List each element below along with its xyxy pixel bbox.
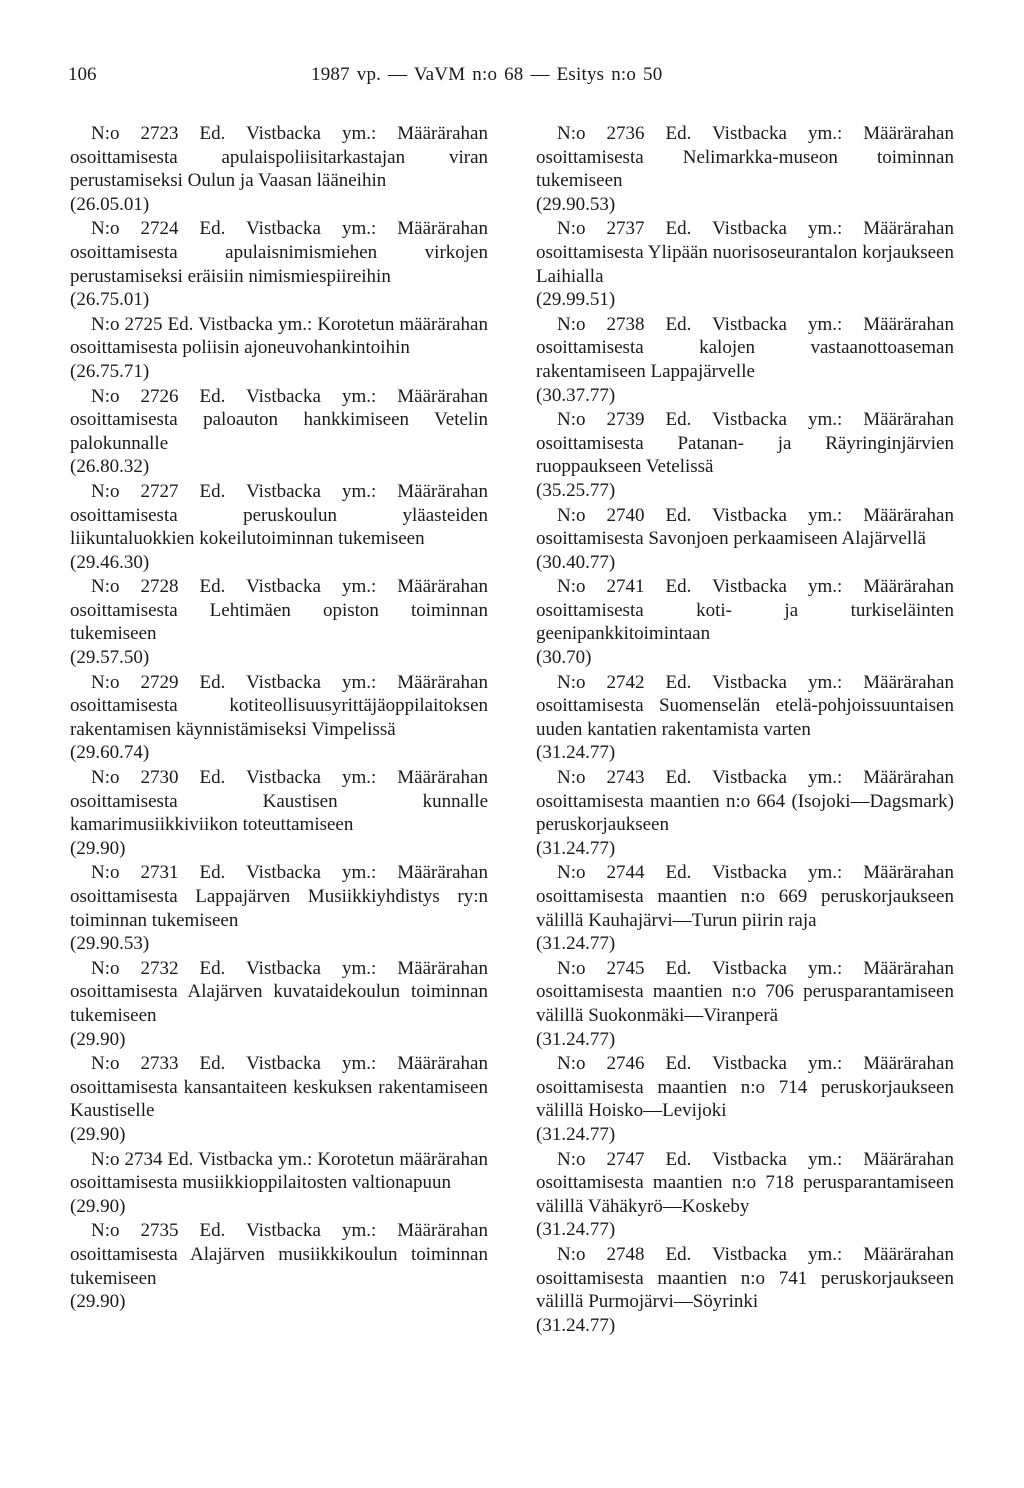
running-header: 1987 vp. — VaVM n:o 68 — Esitys n:o 50 <box>311 64 663 85</box>
bill-entry <box>536 766 954 860</box>
budget-code: (31.24.77) <box>536 1314 616 1336</box>
entry-text: N:o 2742 Ed. Vistbacka ym.: Määrärahan osoittamisesta Suomenselän etelä-pohjoissuuntaisen uuden kantatien rakentamista varten <box>536 671 954 740</box>
bill-entry <box>536 671 954 765</box>
entry-text: N:o 2736 Ed. Vistbacka ym.: Määrärahan osoittamisesta Nelimarkka-museon toiminnan tukemiseen <box>536 123 954 192</box>
entry-text: N:o 2728 Ed. Vistbacka ym.: Määrärahan osoittamisesta Lehtimäen opiston toiminnan tukemiseen <box>70 576 488 645</box>
bill-entry <box>536 408 954 502</box>
budget-code: (29.90.53) <box>70 933 150 955</box>
budget-code: (29.57.50) <box>70 647 150 669</box>
bill-entry <box>70 1052 488 1146</box>
entry-text: N:o 2734 Ed. Vistbacka ym.: Korotetun määrärahan osoittamisesta musiikkioppilaitosten valtionapuun <box>70 1148 488 1194</box>
bill-entry <box>70 1148 488 1219</box>
entry-text: N:o 2746 Ed. Vistbacka ym.: Määrärahan osoittamisesta maantien n:o 714 peruskorjaukseen välillä Hoisko—Levijoki <box>536 1053 954 1122</box>
budget-code: (31.24.77) <box>536 933 616 955</box>
budget-code: (30.40.77) <box>536 551 616 573</box>
page-number: 106 <box>68 64 97 85</box>
budget-code: (29.90) <box>70 1028 126 1050</box>
entry-text: N:o 2733 Ed. Vistbacka ym.: Määrärahan osoittamisesta kansantaiteen keskuksen rakentamiseen Kaustiselle <box>70 1053 488 1122</box>
bill-entry <box>536 861 954 955</box>
bill-entry <box>70 480 488 574</box>
bill-entry <box>536 122 954 216</box>
budget-code: (31.24.77) <box>536 1219 616 1241</box>
bill-entry <box>536 217 954 311</box>
bill-entry <box>536 313 954 407</box>
bill-entry <box>70 313 488 384</box>
entry-text: N:o 2731 Ed. Vistbacka ym.: Määrärahan osoittamisesta Lappajärven Musiikkiyhdistys ry:n toiminnan tukemiseen <box>70 862 488 931</box>
budget-code: (29.99.51) <box>536 289 616 311</box>
entry-text: N:o 2743 Ed. Vistbacka ym.: Määrärahan osoittamisesta maantien n:o 664 (Isojoki—Dagsmark) peruskorjaukseen <box>536 767 954 836</box>
budget-code: (26.05.01) <box>70 193 150 215</box>
entry-text: N:o 2725 Ed. Vistbacka ym.: Korotetun määrärahan osoittamisesta poliisin ajoneuvohankintoihin <box>70 313 488 359</box>
bill-entry <box>536 504 954 575</box>
entry-text: N:o 2723 Ed. Vistbacka ym.: Määrärahan osoittamisesta apulaispoliisitarkastajan viran perustamiseksi Oulun ja Vaasan lääneihin <box>70 123 488 192</box>
bill-entry <box>536 575 954 669</box>
bill-entry <box>70 671 488 765</box>
budget-code: (29.90) <box>70 1123 126 1145</box>
budget-code: (29.90.53) <box>536 193 616 215</box>
budget-code: (26.75.71) <box>70 360 150 382</box>
bill-entry <box>536 957 954 1051</box>
entry-text: N:o 2729 Ed. Vistbacka ym.: Määrärahan osoittamisesta kotiteollisuusyrittäjäoppilaitoksen rakentamisen käynnistämiseksi Vimpelissä <box>70 671 488 740</box>
budget-code: (31.24.77) <box>536 1028 616 1050</box>
bill-entry <box>70 861 488 955</box>
budget-code: (26.80.32) <box>70 456 150 478</box>
bill-entry <box>536 1243 954 1337</box>
right-column <box>536 122 954 1338</box>
entry-text: N:o 2747 Ed. Vistbacka ym.: Määrärahan osoittamisesta maantien n:o 718 perusparantamiseen välillä Vähäkyrö—Koskeby <box>536 1148 954 1217</box>
bill-entry <box>70 1219 488 1313</box>
budget-code: (31.24.77) <box>536 837 616 859</box>
entry-text: N:o 2730 Ed. Vistbacka ym.: Määrärahan osoittamisesta Kaustisen kunnalle kamarimusiikkiviikon toteuttamiseen <box>70 767 488 836</box>
budget-code: (29.60.74) <box>70 742 150 764</box>
entry-text: N:o 2745 Ed. Vistbacka ym.: Määrärahan osoittamisesta maantien n:o 706 perusparantamiseen välillä Suokonmäki—Viranperä <box>536 957 954 1026</box>
bill-entry <box>70 217 488 311</box>
entry-text: N:o 2735 Ed. Vistbacka ym.: Määrärahan osoittamisesta Alajärven musiikkikoulun toiminnan tukemiseen <box>70 1220 488 1289</box>
entry-text: N:o 2738 Ed. Vistbacka ym.: Määrärahan osoittamisesta kalojen vastaanottoaseman rakentamiseen Lappajärvelle <box>536 313 954 382</box>
budget-code: (35.25.77) <box>536 479 616 501</box>
entry-text: N:o 2732 Ed. Vistbacka ym.: Määrärahan osoittamisesta Alajärven kuvataidekoulun toiminnan tukemiseen <box>70 957 488 1026</box>
bill-entry <box>70 957 488 1051</box>
budget-code: (30.70) <box>536 647 592 669</box>
entry-text: N:o 2740 Ed. Vistbacka ym.: Määrärahan osoittamisesta Savonjoen perkaamiseen Alajärvellä <box>536 504 954 550</box>
entry-text: N:o 2726 Ed. Vistbacka ym.: Määrärahan osoittamisesta paloauton hankkimiseen Vetelin palokunnalle <box>70 385 488 454</box>
left-column <box>70 122 488 1315</box>
bill-entry <box>70 122 488 216</box>
entry-text: N:o 2744 Ed. Vistbacka ym.: Määrärahan osoittamisesta maantien n:o 669 peruskorjaukseen välillä Kauhajärvi—Turun piirin raja <box>536 862 954 931</box>
budget-code: (26.75.01) <box>70 289 150 311</box>
budget-code: (31.24.77) <box>536 742 616 764</box>
entry-text: N:o 2741 Ed. Vistbacka ym.: Määrärahan osoittamisesta koti- ja turkiseläinten geenipankkitoimintaan <box>536 576 954 645</box>
bill-entry <box>70 575 488 669</box>
budget-code: (30.37.77) <box>536 384 616 406</box>
bill-entry <box>70 385 488 479</box>
bill-entry <box>536 1052 954 1146</box>
entry-text: N:o 2748 Ed. Vistbacka ym.: Määrärahan osoittamisesta maantien n:o 741 peruskorjaukseen välillä Purmojärvi—Söyrinki <box>536 1243 954 1313</box>
entry-text: N:o 2727 Ed. Vistbacka ym.: Määrärahan osoittamisesta peruskoulun yläasteiden liikuntaluokkien kokeilutoiminnan tukemiseen <box>70 480 488 550</box>
bill-entry <box>70 766 488 860</box>
budget-code: (29.90) <box>70 837 126 859</box>
entry-text: N:o 2737 Ed. Vistbacka ym.: Määrärahan osoittamisesta Ylipään nuorisoseurantalon korjaukseen Laihialla <box>536 218 954 287</box>
budget-code: (29.90) <box>70 1291 126 1313</box>
entry-text: N:o 2724 Ed. Vistbacka ym.: Määrärahan osoittamisesta apulaisnimismiehen virkojen perustamiseksi eräisiin nimismiespiireihin <box>70 218 488 287</box>
budget-code: (29.90) <box>70 1195 126 1217</box>
budget-code: (31.24.77) <box>536 1123 616 1145</box>
bill-entry <box>536 1148 954 1242</box>
entry-text: N:o 2739 Ed. Vistbacka ym.: Määrärahan osoittamisesta Patanan- ja Räyringinjärvien ruoppaukseen Vetelissä <box>536 409 954 478</box>
budget-code: (29.46.30) <box>70 551 150 573</box>
